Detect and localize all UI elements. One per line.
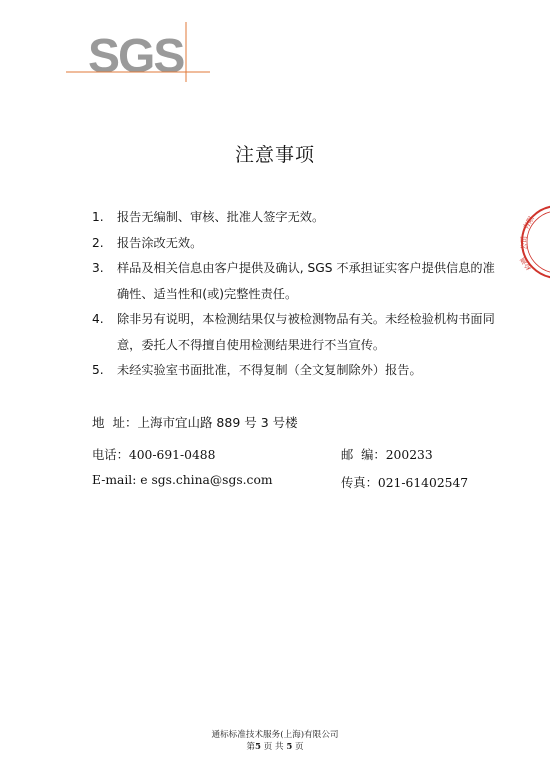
postcode-label: 邮 编： [341, 448, 386, 462]
postcode-line [341, 445, 433, 463]
svg-text:SGS: SGS [88, 30, 184, 82]
notice-number: 4. [92, 312, 104, 326]
page-title: 注意事项 [234, 144, 315, 166]
fax-line [341, 473, 468, 491]
phone-line [92, 445, 215, 463]
phone-label: 电话： [92, 448, 129, 462]
sgs-logo [60, 22, 210, 82]
notice-item-1 [92, 205, 502, 231]
notice-text: 未经实验室书面批准，不得复制（全文复制除外）报告。 [117, 363, 422, 377]
notice-number: 2. [92, 235, 104, 250]
email-value[interactable]: e sgs.china@sgs.com [140, 473, 273, 487]
fax-value: 021-61402547 [377, 476, 469, 490]
notice-item-4 [92, 307, 502, 358]
svg-text:检测: 检测 [519, 255, 534, 272]
notice-number: 3. [92, 261, 104, 275]
address-line [92, 413, 298, 431]
email-line [92, 473, 273, 487]
notice-text: 报告涂改无效。 [117, 235, 203, 250]
company-seal-stamp [510, 200, 550, 280]
footer-company: 通标标准技术服务(上海)有限公司 [211, 730, 339, 740]
notice-list [92, 205, 502, 384]
page-total: 5 [286, 742, 293, 752]
notice-number: 1. [92, 210, 104, 224]
notice-item-2 [92, 231, 502, 257]
notice-text: 除非另有说明，本检测结果仅与被检测物品有关。未经检验机构书面同意，委托人不得擅自使用检测结果进行不当宣传。 [117, 312, 495, 352]
email-label: E-mail: [92, 473, 141, 487]
notice-item-3 [92, 256, 502, 307]
page-suffix: 页 [292, 742, 304, 752]
page-current: 5 [254, 742, 261, 752]
notice-number: 5. [92, 363, 104, 377]
page-prefix: 第 [246, 742, 255, 752]
address-value: 上海市宜山路 889 号 3 号楼 [137, 415, 298, 430]
footer-page-number [0, 740, 550, 752]
svg-text:公司: 公司 [520, 236, 528, 250]
svg-text:有限: 有限 [521, 214, 536, 231]
notice-text: 样品及相关信息由客户提供及确认, SGS 不承担证实客户提供信息的准确性、适当性和(或)完整性责任。 [117, 261, 495, 301]
address-label: 地 址： [92, 415, 138, 430]
postcode-value: 200233 [385, 448, 433, 462]
notice-item-5 [92, 358, 502, 384]
phone-value: 400-691-0488 [128, 448, 216, 462]
notice-text: 报告无编制、审核、批准人签字无效。 [117, 210, 325, 224]
page-mid: 页 共 [260, 742, 287, 752]
fax-label: 传真： [341, 476, 378, 490]
